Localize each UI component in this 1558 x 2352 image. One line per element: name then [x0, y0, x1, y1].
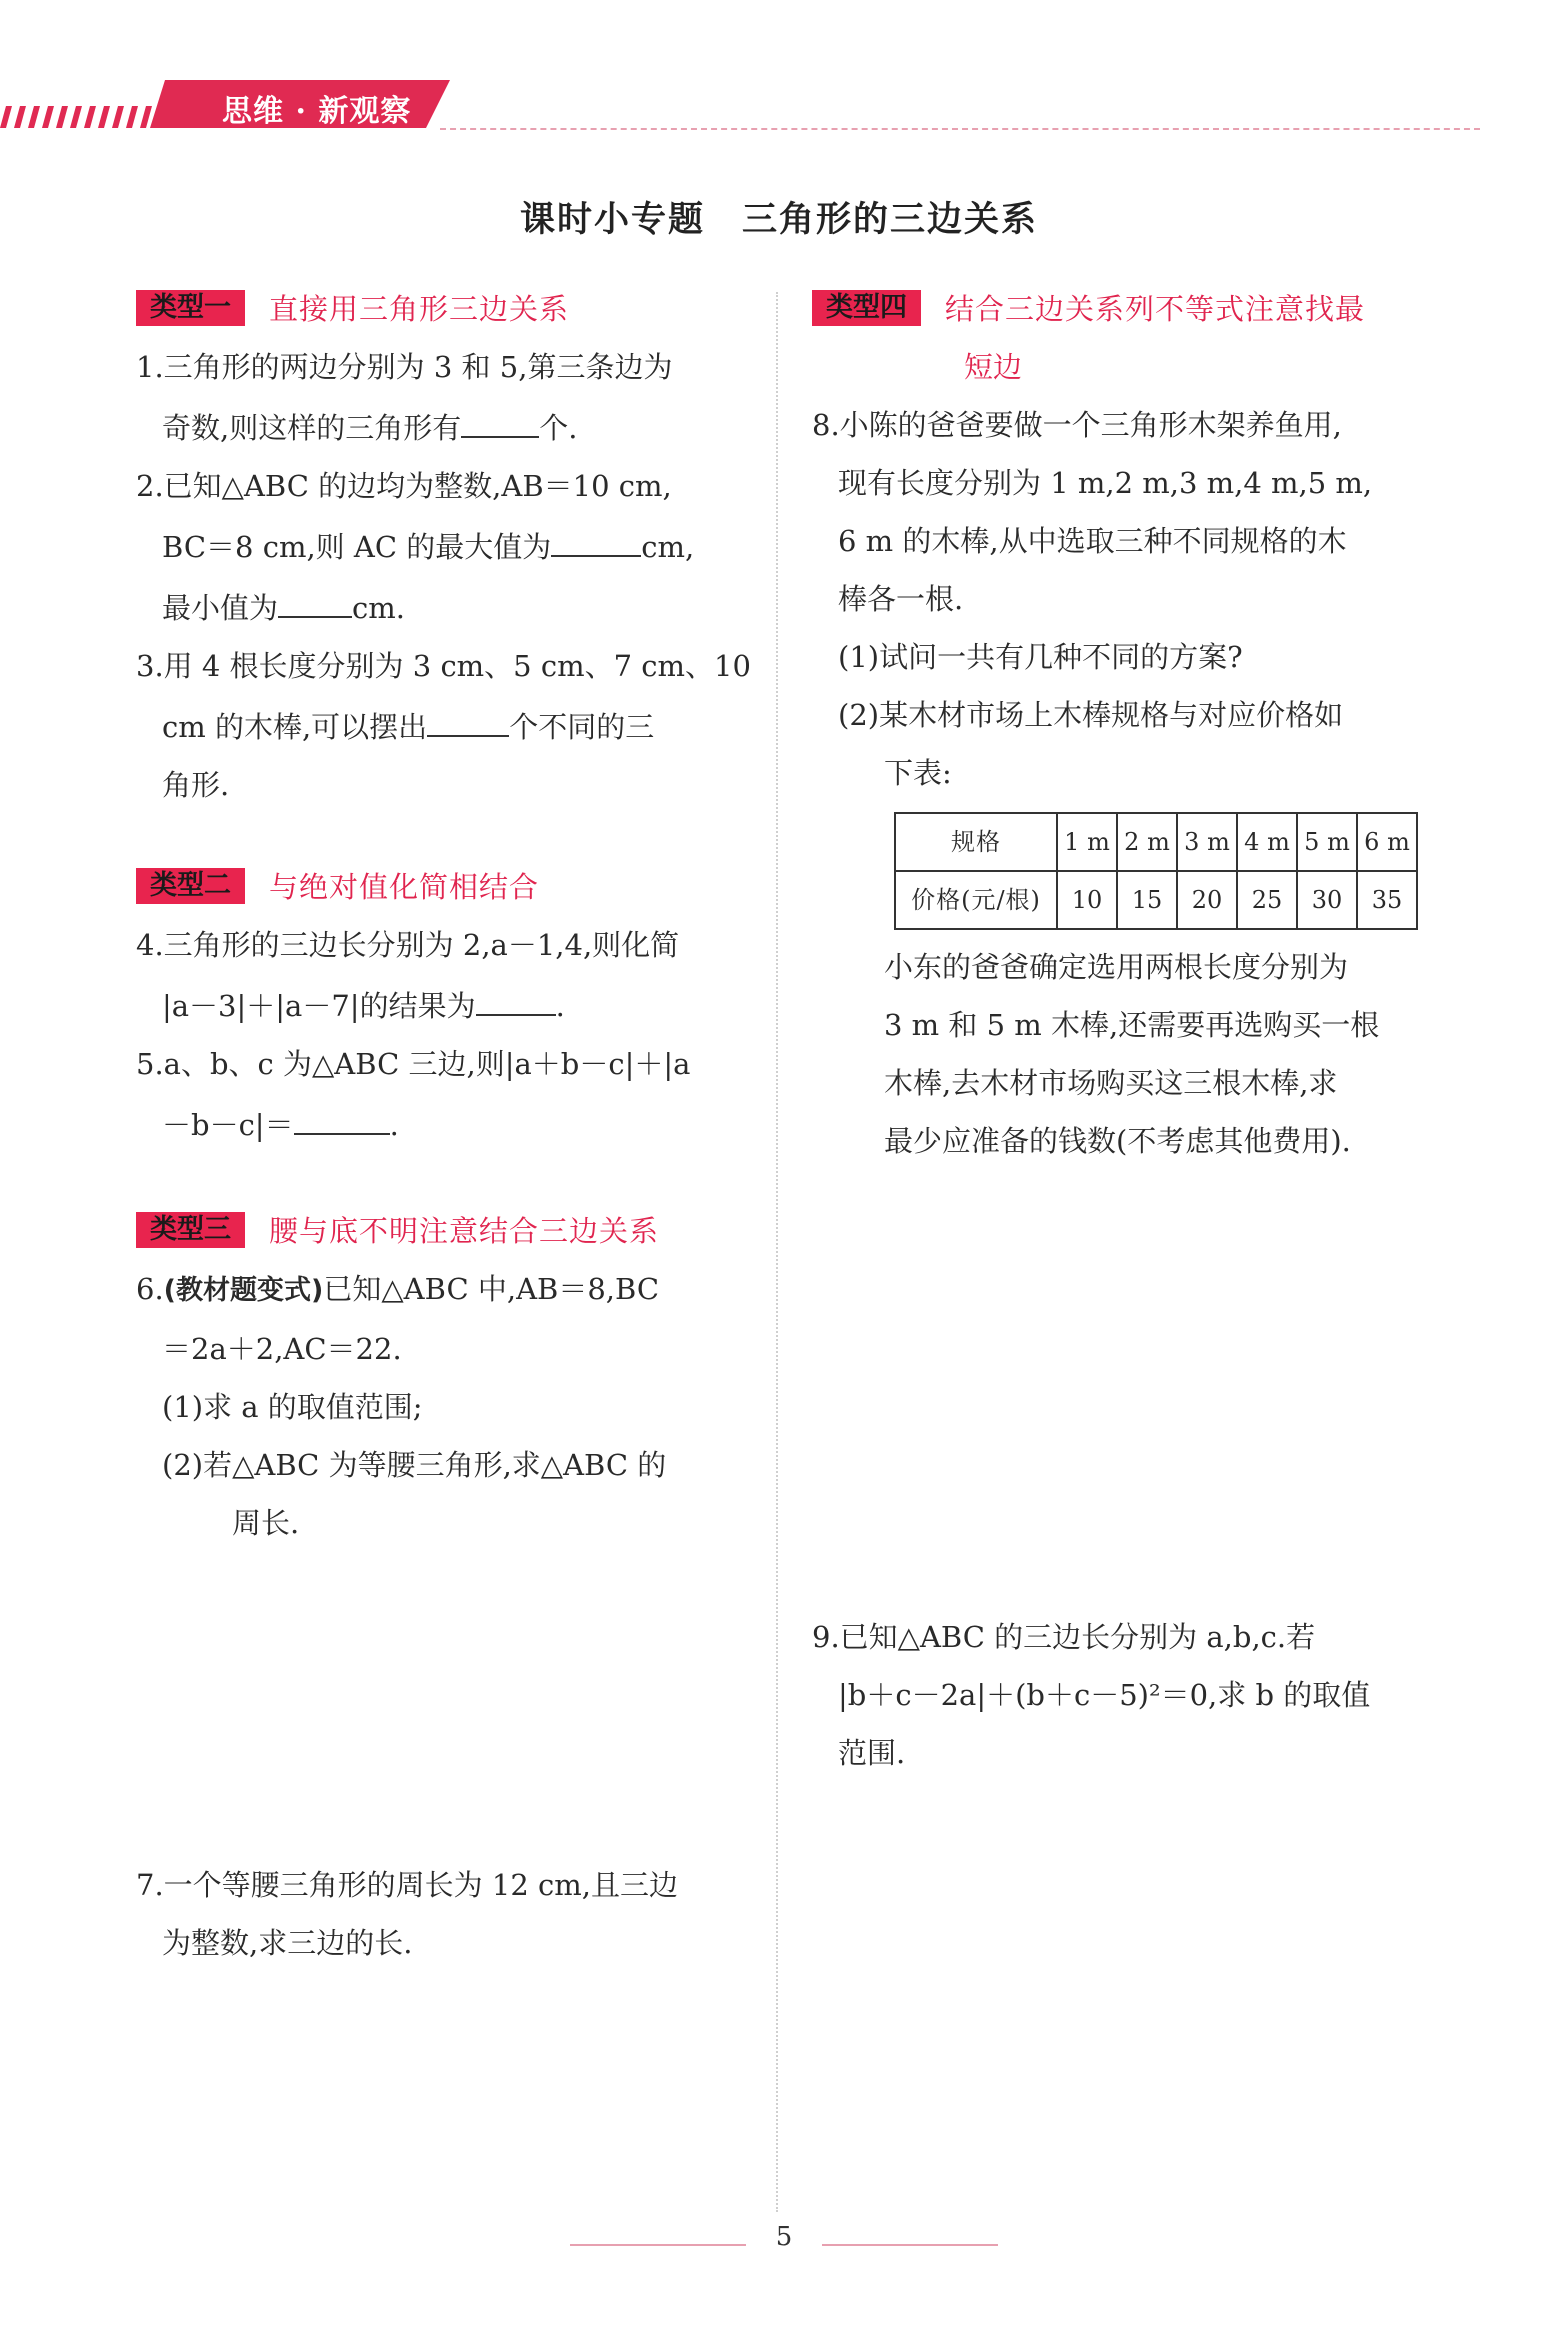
- table-cell: 5 m: [1297, 813, 1357, 871]
- header-dashed-line: [440, 128, 1480, 130]
- type3-badge: 类型三: [136, 1212, 245, 1248]
- table-cell: 10: [1057, 871, 1117, 929]
- q8-line2: 现有长度分别为 1 m,2 m,3 m,4 m,5 m,: [838, 466, 1373, 500]
- q8-line8: 小东的爸爸确定选用两根长度分别为: [884, 950, 1349, 984]
- q6-line1: 6.(教材题变式)已知△ABC 中,AB＝8,BC: [136, 1272, 660, 1306]
- q5-answer-blank[interactable]: [294, 1093, 390, 1135]
- q8-line10: 木棒,去木材市场购买这三根木棒,求: [884, 1066, 1338, 1100]
- type1-title: 直接用三角形三边关系: [269, 292, 570, 326]
- table-header-price: 价格(元/根): [895, 871, 1057, 929]
- header-title: 思维 · 新观察: [222, 94, 412, 129]
- q9-line1: 9.已知△ABC 的三边长分别为 a,b,c.若: [812, 1620, 1316, 1654]
- type3-title: 腰与底不明注意结合三边关系: [269, 1214, 660, 1248]
- q4-line1: 4.三角形的三边长分别为 2,a－1,4,则化简: [136, 928, 680, 962]
- table-header-spec: 规格: [895, 813, 1057, 871]
- type4-badge: 类型四: [812, 290, 921, 326]
- q4-line2: |a－3|＋|a－7|的结果为 .: [136, 974, 690, 1035]
- table-cell: 1 m: [1057, 813, 1117, 871]
- section-type3: [136, 1202, 666, 1552]
- table-cell: 25: [1237, 871, 1297, 929]
- footer-line-right: [822, 2244, 998, 2246]
- q3-answer-blank[interactable]: [427, 695, 509, 737]
- q2-line2: BC＝8 cm,则 AC 的最大值为 cm,: [136, 515, 751, 576]
- q2-min-blank[interactable]: [278, 576, 352, 618]
- q5-line1: 5.a、b、c 为△ABC 三边,则|a＋b－c|＋|a: [136, 1047, 691, 1081]
- q1-line1: 1.三角形的两边分别为 3 和 5,第三条边为: [136, 350, 673, 384]
- q3-line3: 角形.: [162, 768, 230, 802]
- q8-line9: 3 m 和 5 m 木棒,还需要再选购买一根: [884, 1008, 1380, 1042]
- q8-line4: 棒各一根.: [838, 582, 964, 616]
- question-7: [136, 1856, 678, 1972]
- q2-line3: 最小值为 cm.: [136, 576, 751, 637]
- q8-part2: (2)某木材市场上木棒规格与对应价格如: [838, 698, 1344, 732]
- price-table: [894, 812, 1418, 930]
- q8-line3: 6 m 的木棒,从中选取三种不同规格的木: [838, 524, 1347, 558]
- q6-part1: (1)求 a 的取值范围;: [162, 1390, 423, 1424]
- page-title: 课时小专题 三角形的三边关系: [519, 199, 1038, 240]
- q6-part2: (2)若△ABC 为等腰三角形,求△ABC 的: [162, 1448, 667, 1482]
- q1-line2: 奇数,则这样的三角形有 个.: [136, 396, 751, 457]
- q3-line1: 3.用 4 根长度分别为 3 cm、5 cm、7 cm、10: [136, 649, 751, 683]
- table-cell: 4 m: [1237, 813, 1297, 871]
- q6-textbook-tag: (教材题变式): [163, 1275, 324, 1306]
- q9-line2: |b＋c－2a|＋(b＋c－5)²＝0,求 b 的取值: [838, 1678, 1371, 1712]
- type4-title-line2: 短边: [964, 350, 1023, 384]
- table-cell: 35: [1357, 871, 1417, 929]
- section-type1: [136, 280, 751, 814]
- q7-line2: 为整数,求三边的长.: [162, 1926, 413, 1960]
- page-number: 5: [775, 2222, 793, 2252]
- q8-part1: (1)试问一共有几种不同的方案?: [838, 640, 1243, 674]
- q8-line1: 8.小陈的爸爸要做一个三角形木架养鱼用,: [812, 408, 1342, 442]
- table-cell: 3 m: [1177, 813, 1237, 871]
- table-cell: 20: [1177, 871, 1237, 929]
- page-footer: [0, 2220, 1558, 2260]
- table-row-specs: [895, 813, 1417, 871]
- table-cell: 6 m: [1357, 813, 1417, 871]
- column-divider: [776, 292, 778, 2212]
- type4-title-line1: 结合三边关系列不等式注意找最: [945, 292, 1366, 326]
- page-header: [0, 80, 1480, 138]
- type2-badge: 类型二: [136, 868, 245, 904]
- q7-line1: 7.一个等腰三角形的周长为 12 cm,且三边: [136, 1868, 678, 1902]
- q3-line2: cm 的木棒,可以摆出 个不同的三: [136, 695, 751, 756]
- q5-line2: －b－c|＝ .: [136, 1093, 690, 1154]
- q9-line3: 范围.: [838, 1736, 906, 1770]
- table-cell: 2 m: [1117, 813, 1177, 871]
- q6-part2-cont: 周长.: [232, 1506, 300, 1540]
- q4-answer-blank[interactable]: [476, 974, 556, 1016]
- section-type2: [136, 858, 690, 1154]
- section-type4: [812, 280, 1418, 1170]
- q6-line2: ＝2a＋2,AC＝22.: [162, 1332, 402, 1366]
- type2-title: 与绝对值化简相结合: [269, 870, 540, 904]
- question-9: [812, 1608, 1370, 1782]
- q1-answer-blank[interactable]: [461, 396, 539, 438]
- footer-line-left: [570, 2244, 746, 2246]
- table-cell: 30: [1297, 871, 1357, 929]
- q2-max-blank[interactable]: [551, 515, 641, 557]
- q8-part2-cont: 下表:: [884, 756, 952, 790]
- q8-line11: 最少应准备的钱数(不考虑其他费用).: [884, 1124, 1351, 1158]
- table-cell: 15: [1117, 871, 1177, 929]
- q2-line1: 2.已知△ABC 的边均为整数,AB＝10 cm,: [136, 469, 672, 503]
- type1-badge: 类型一: [136, 290, 245, 326]
- table-row-prices: [895, 871, 1417, 929]
